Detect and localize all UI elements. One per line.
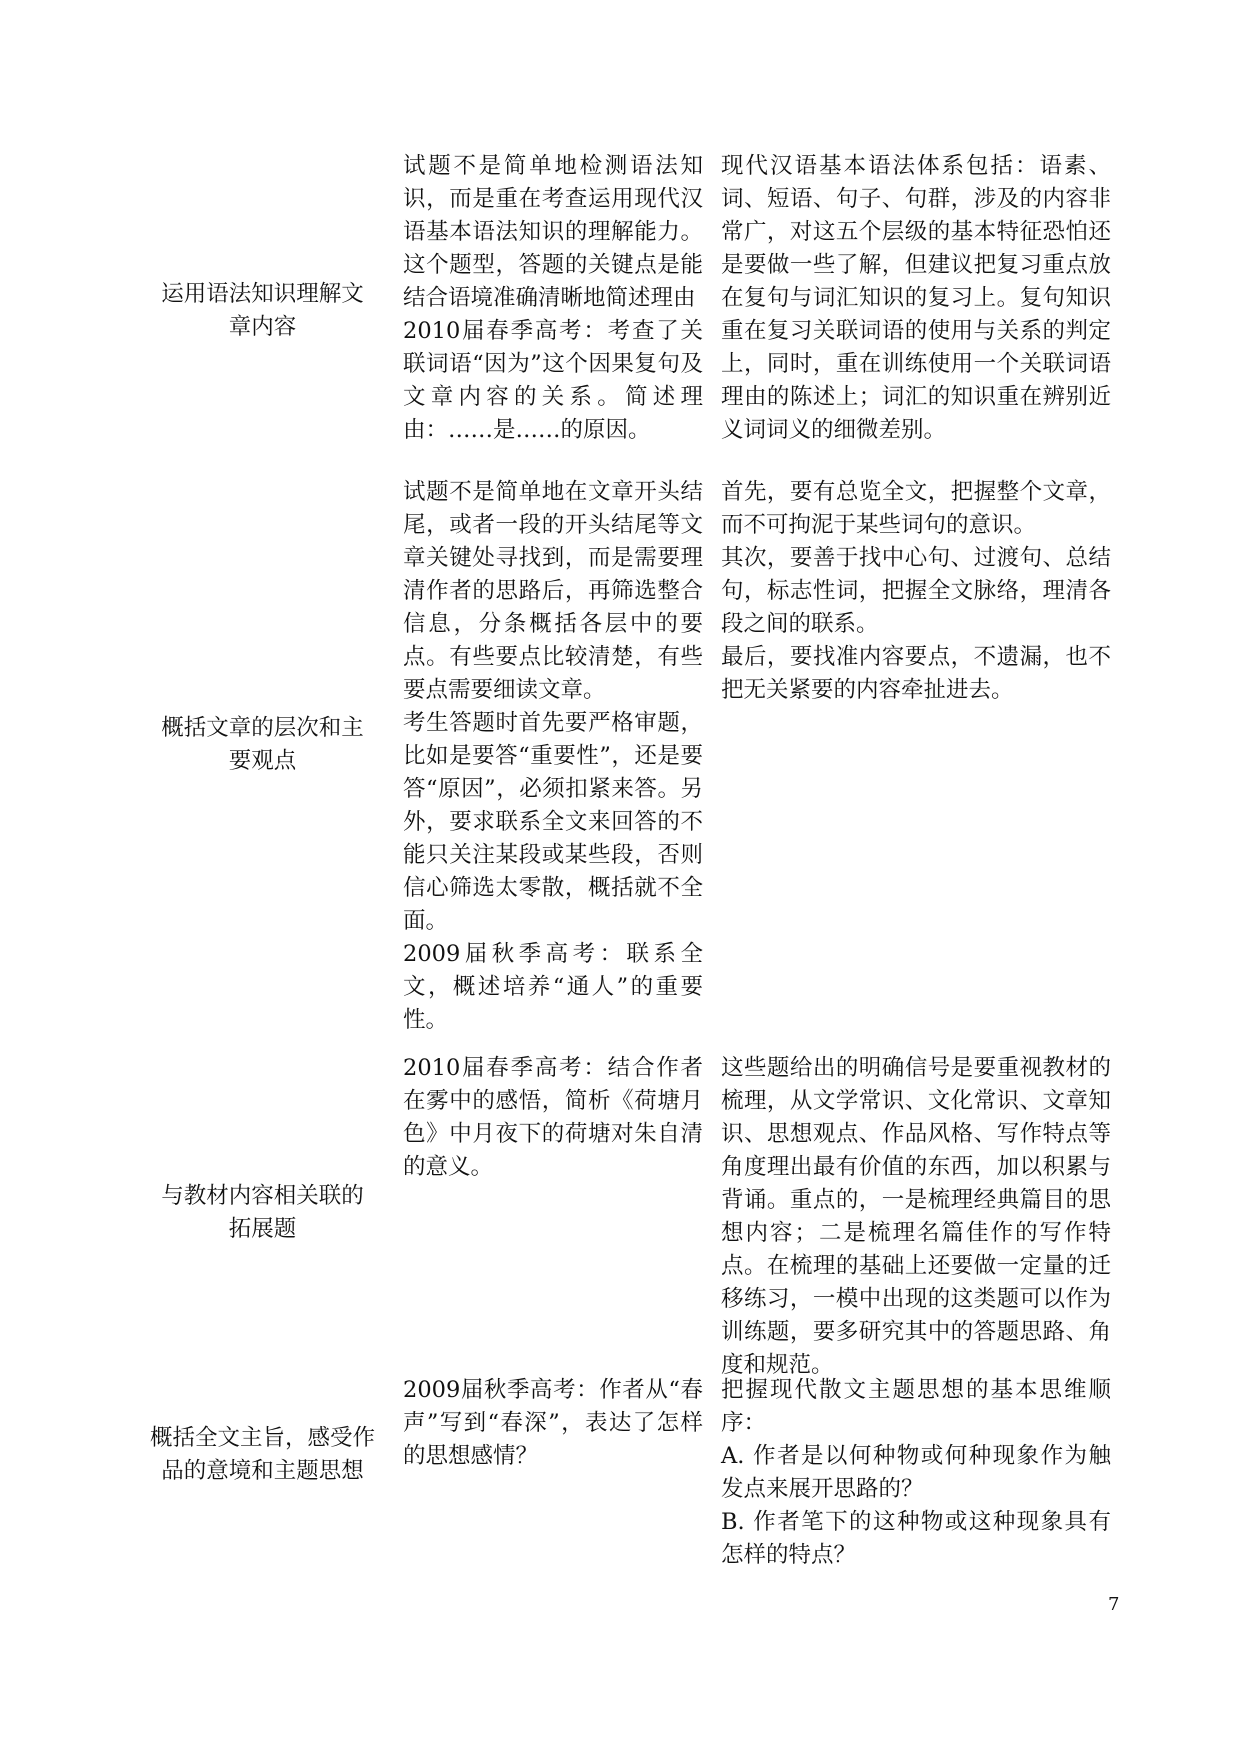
row1-method-para1: 现代汉语基本语法体系包括：语素、词、短语、句子、句群，涉及的内容非常广，对这五个层级的基本特征恐怕还是要做一些了解，但建议把复习重点放在复句与词汇知识的复习上。复句知识重在复习关联词语的使用与关系的判定上，同时，重在训练使用一个关联词语理由的陈述上；词汇的知识重在辨别近义词词义的细微差别。 (721, 153, 1111, 443)
row4-method-para1: 把握现代散文主题思想的基本思维顺序： (721, 1377, 1111, 1436)
row2-topic (140, 712, 385, 778)
row3-method (721, 1052, 1111, 1382)
row1-explanation (403, 150, 703, 447)
row2-topic-line2: 要观点 (228, 748, 297, 774)
row4-topic-line1: 概括全文主旨，感受作 (149, 1425, 375, 1451)
row4-explanation-para1: 2009届秋季高考：作者从“春声”写到“春深”，表达了怎样的思想感情？ (403, 1377, 703, 1469)
row4-topic (140, 1422, 385, 1488)
row1-method (721, 150, 1111, 447)
row1-topic-line1: 运用语法知识理解文 (161, 281, 364, 307)
row4-explanation (403, 1374, 703, 1473)
row2-explanation (403, 476, 703, 1037)
row3-topic-line1: 与教材内容相关联的 (161, 1183, 364, 1209)
row2-explanation-para3: 2009届秋季高考：联系全文，概述培养“通人”的重要性。 (403, 941, 703, 1033)
row4-method-para3: B. 作者笔下的这种物或这种现象具有怎样的特点？ (721, 1509, 1111, 1568)
row4-method-para2: A. 作者是以何种物或何种现象作为触发点来展开思路的？ (721, 1443, 1111, 1502)
row1-topic-line2: 章内容 (228, 314, 297, 340)
row3-topic-line2: 拓展题 (228, 1216, 297, 1242)
row3-explanation-para1: 2010届春季高考：结合作者在雾中的感悟，简析《荷塘月色》中月夜下的荷塘对朱自清的意义。 (403, 1055, 703, 1180)
row2-topic-line1: 概括文章的层次和主 (161, 715, 364, 741)
row3-explanation (403, 1052, 703, 1184)
row2-explanation-para1: 试题不是简单地在文章开头结尾，或者一段的开头结尾等文章关键处寻找到，而是需要理清作者的思路后，再筛选整合信息，分条概括各层中的要点。有些要点比较清楚，有些要点需要细读文章。 (403, 479, 703, 703)
row1-explanation-para1: 试题不是简单地检测语法知识，而是重在考查运用现代汉语基本语法知识的理解能力。这个题型，答题的关键点是能结合语境准确清晰地简述理由 (403, 153, 703, 311)
row3-method-para1: 这些题给出的明确信号是要重视教材的梳理，从文学常识、文化常识、文章知识、思想观点、作品风格、写作特点等角度理出最有价值的东西，加以积累与背诵。重点的，一是梳理经典篇目的思想内容；二是梳理名篇佳作的写作特点。在梳理的基础上还要做一定量的迁移练习，一模中出现的这类题可以作为训练题，要多研究其中的答题思路、角度和规范。 (721, 1055, 1111, 1378)
row4-topic-line2: 品的意境和主题思想 (161, 1458, 364, 1484)
row2-explanation-para2: 考生答题时首先要严格审题，比如是要答“重要性”，还是要答“原因”，必须扣紧来答。另外，要求联系全文来回答的不能只关注某段或某些段，否则信心筛选太零散，概括就不全面。 (403, 710, 703, 934)
row2-method (721, 476, 1111, 707)
row4-method (721, 1374, 1111, 1572)
row3-topic (140, 1180, 385, 1246)
page-number: 7 (1108, 1594, 1120, 1615)
row2-method-para1: 首先，要有总览全文，把握整个文章，而不可拘泥于某些词句的意识。 (721, 479, 1111, 538)
row1-explanation-para2: 2010届春季高考：考查了关联词语“因为”这个因果复句及文章内容的关系。简述理由：……是……的原因。 (403, 318, 703, 443)
row2-method-para3: 最后，要找准内容要点，不遗漏，也不把无关紧要的内容牵扯进去。 (721, 644, 1111, 703)
row1-topic (140, 278, 385, 344)
row2-method-para2: 其次，要善于找中心句、过渡句、总结句，标志性词，把握全文脉络，理清各段之间的联系。 (721, 545, 1111, 637)
